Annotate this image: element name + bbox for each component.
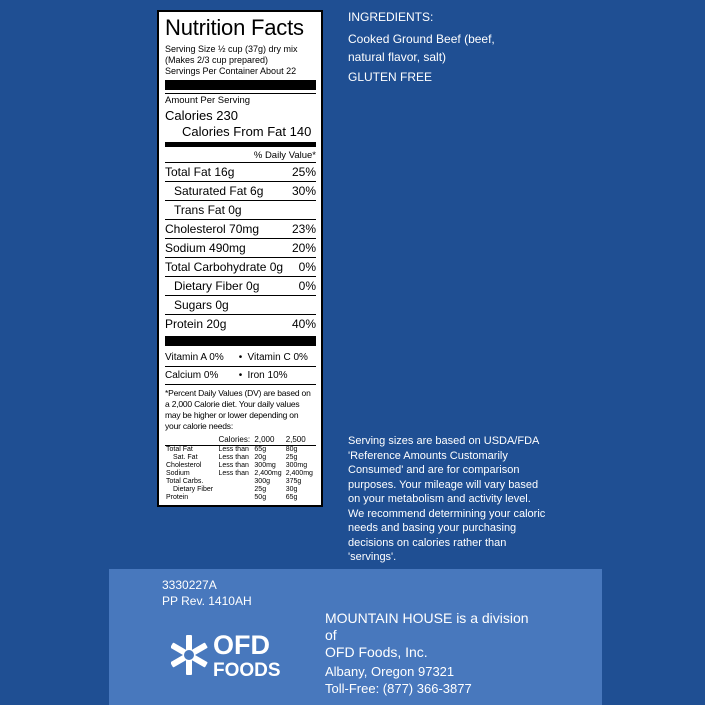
nutrient-dv: 0% <box>298 260 316 274</box>
table-cell: 80g <box>285 446 298 453</box>
thick-divider <box>165 80 316 90</box>
table-cell: Less than <box>218 454 249 461</box>
table-cell: Protein <box>166 494 189 501</box>
division-statement <box>325 610 555 661</box>
table-cell: Less than <box>218 470 249 477</box>
table-cell <box>218 494 254 502</box>
nutrient-dv: 30% <box>291 184 316 198</box>
vitamin-left: Vitamin A 0% <box>165 352 224 363</box>
nutrition-facts-label <box>157 10 323 507</box>
table-cell: 2,400mg <box>285 470 313 477</box>
nutrient-label: Sodium 490mg <box>165 241 246 255</box>
serving-prepared: (Makes 2/3 cup prepared) <box>165 55 269 65</box>
ingredients-title: INGREDIENTS: <box>348 10 434 24</box>
serving-size: Serving Size ½ cup (37g) dry mix <box>165 44 298 54</box>
phone-line: Toll-Free: (877) 366-3877 <box>325 681 472 696</box>
logo-text-ofd: OFD <box>213 630 270 660</box>
nutrient-label: Total Fat 16g <box>165 165 235 179</box>
nutrient-row <box>165 219 316 238</box>
table-cell: Total Fat <box>166 446 193 453</box>
table-row <box>165 486 316 494</box>
table-cell: Total Carbs. <box>166 478 204 485</box>
table-cell: Less than <box>218 462 249 469</box>
table-header-row <box>165 435 316 446</box>
table-cell: 300g <box>254 478 270 485</box>
table-cell: 300mg <box>285 462 308 469</box>
table-cell: 50g <box>254 494 267 501</box>
table-cell: 65g <box>254 446 267 453</box>
vitamin-right: Iron 10% <box>247 370 288 381</box>
logo-text-foods: FOODS <box>213 660 281 681</box>
daily-value-footnote: *Percent Daily Values (DV) are based on a 2,000 Calorie diet. Your daily values may be higher or lower depending on your calorie needs: <box>165 384 316 432</box>
ingredients-text: Cooked Ground Beef (beef, natural flavor, salt) <box>348 32 495 64</box>
table-cell <box>218 478 254 486</box>
company-address <box>325 663 472 697</box>
bullet: • <box>238 370 243 381</box>
division-line: MOUNTAIN HOUSE is a division <box>325 610 529 626</box>
nutrient-row <box>165 276 316 295</box>
table-cell: 25g <box>254 486 267 493</box>
division-line: of <box>325 627 337 643</box>
nutrient-dv: 20% <box>291 241 316 255</box>
calories-from-fat-text: Calories From Fat 140 <box>182 124 312 139</box>
table-cell: 25g <box>285 454 298 461</box>
product-code <box>162 577 252 609</box>
nutrient-row <box>165 238 316 257</box>
table-cell: Less than <box>218 446 249 453</box>
vitamin-left: Calcium 0% <box>165 370 219 381</box>
table-cell: 2,000 <box>253 435 284 446</box>
nutrient-row <box>165 257 316 276</box>
daily-value-table <box>165 435 316 502</box>
code-line: PP Rev. 1410AH <box>162 594 252 608</box>
vitamin-row <box>165 349 316 366</box>
table-cell: Sat. Fat <box>173 454 198 461</box>
nutrient-row <box>165 181 316 200</box>
medium-divider <box>165 142 316 147</box>
vitamin-right: Vitamin C 0% <box>247 352 308 363</box>
table-cell: 375g <box>285 478 302 485</box>
code-line: 3330227A <box>162 578 217 592</box>
table-cell <box>218 486 254 494</box>
nutrient-label: Sugars 0g <box>174 298 229 312</box>
table-cell: 2,500 <box>285 435 316 446</box>
amount-per-serving: Amount Per Serving <box>165 93 316 107</box>
footer-band <box>109 569 602 705</box>
calories-from-fat <box>165 124 316 140</box>
address-line: Albany, Oregon 97321 <box>325 664 455 679</box>
daily-value-header: % Daily Value* <box>253 150 316 161</box>
table-cell: 20g <box>254 454 267 461</box>
table-cell: Sodium <box>166 470 190 477</box>
bullet: • <box>238 352 243 363</box>
table-row <box>165 446 316 455</box>
table-row <box>165 494 316 502</box>
nutrient-dv: 25% <box>291 165 316 179</box>
nutrient-dv: 0% <box>298 279 316 293</box>
gluten-free-note: GLUTEN FREE <box>348 70 433 84</box>
table-cell: Cholesterol <box>166 462 202 469</box>
table-row <box>165 478 316 486</box>
nutrient-label: Cholesterol 70mg <box>165 222 260 236</box>
nutrition-facts-title: Nutrition Facts <box>165 15 304 40</box>
table-cell <box>165 435 218 446</box>
serving-size-note: Serving sizes are based on USDA/FDA 'Reference Amounts Customarily Consumed' and are for comparison purposes. Your mileage will vary based on your metabolism and activity level. We recommend determining your caloric needs and basing your purchasing decisions on calories rather than 'servings'. <box>348 435 546 563</box>
nutrient-label: Dietary Fiber 0g <box>174 279 260 293</box>
table-row <box>165 470 316 478</box>
ofd-foods-logo <box>171 629 296 684</box>
nutrient-row <box>165 200 316 219</box>
thick-divider <box>165 336 316 346</box>
table-cell: Calories: <box>218 435 254 446</box>
calories: Calories 230 <box>165 108 238 123</box>
nutrient-row <box>165 162 316 181</box>
vitamin-row <box>165 366 316 384</box>
table-cell: 300mg <box>254 462 276 469</box>
servings-per-container: Servings Per Container About 22 <box>165 66 297 76</box>
snowflake-icon <box>171 635 208 675</box>
table-cell: 2,400mg <box>254 470 282 477</box>
nutrient-dv: 40% <box>291 317 316 331</box>
nutrient-label: Protein 20g <box>165 317 227 331</box>
table-cell: Dietary Fiber <box>173 486 214 493</box>
nutrient-row <box>165 295 316 314</box>
company-name: OFD Foods, Inc. <box>325 644 428 660</box>
nutrient-label: Saturated Fat 6g <box>174 184 264 198</box>
table-row <box>165 454 316 462</box>
nutrient-dv: 23% <box>291 222 316 236</box>
table-cell: 30g <box>285 486 298 493</box>
nutrient-label: Trans Fat 0g <box>174 203 242 217</box>
table-row <box>165 462 316 470</box>
nutrient-row <box>165 314 316 333</box>
table-cell: 65g <box>285 494 298 501</box>
nutrient-label: Total Carbohydrate 0g <box>165 260 284 274</box>
